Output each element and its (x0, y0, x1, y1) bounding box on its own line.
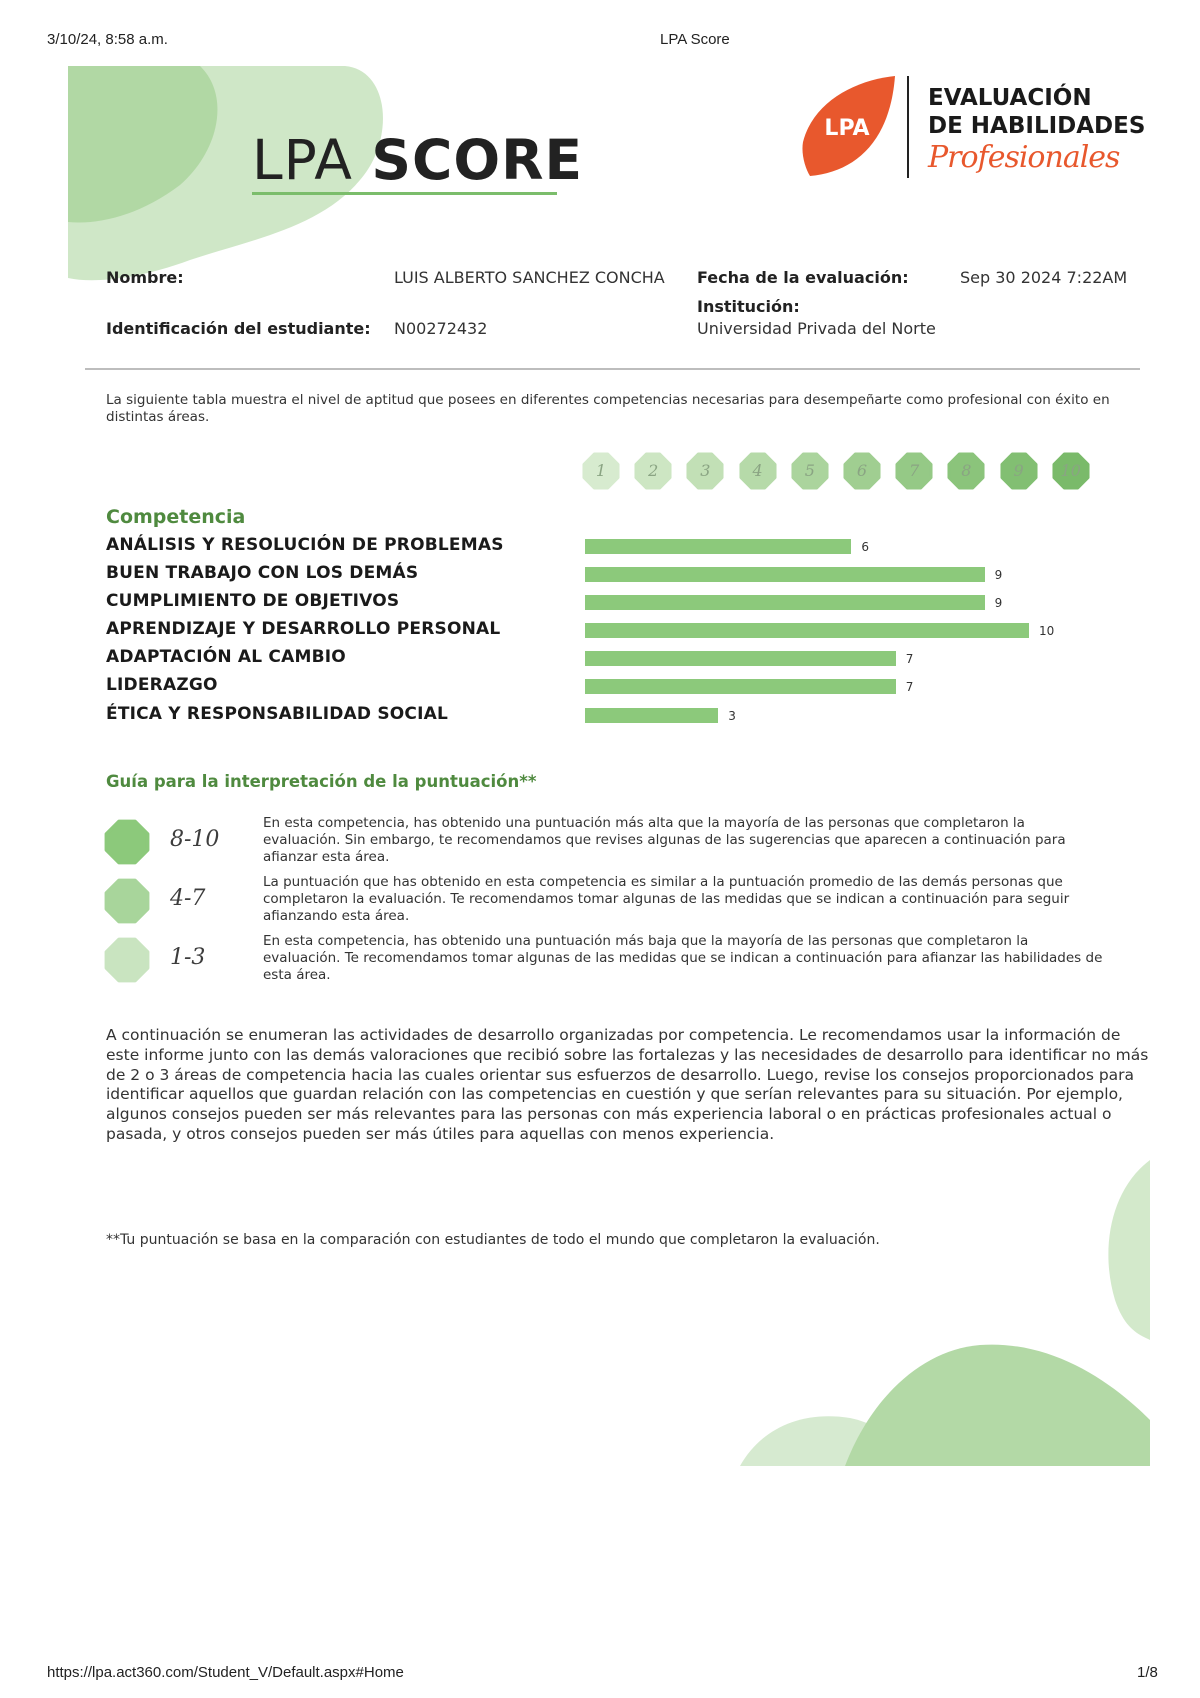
report-title-bold: SCORE (371, 128, 584, 192)
section-divider (85, 368, 1140, 370)
scale-level-4 (739, 452, 777, 490)
competency-bar (585, 623, 1029, 638)
scale-level-8 (947, 452, 985, 490)
competency-name: CUMPLIMIENTO DE OBJETIVOS (106, 591, 400, 611)
competency-bar (585, 708, 718, 723)
competency-bar (585, 651, 896, 666)
guide-level-shape (104, 878, 150, 924)
scale-level-label: 5 (804, 461, 815, 480)
name-value: LUIS ALBERTO SANCHEZ CONCHA (394, 268, 665, 287)
competency-name: BUEN TRABAJO CON LOS DEMÁS (106, 563, 419, 583)
print-page-title: LPA Score (660, 31, 730, 48)
scale-level-2 (634, 452, 672, 490)
scale-level-1 (582, 452, 620, 490)
competency-score-label: 9 (994, 568, 1003, 582)
date-value: Sep 30 2024 7:22AM (960, 268, 1128, 287)
competency-score-label: 9 (994, 596, 1003, 610)
competency-name: ADAPTACIÓN AL CAMBIO (106, 647, 346, 667)
scale-level-label: 6 (856, 461, 868, 480)
print-page-number: 1/8 (1137, 1664, 1158, 1681)
competency-name: ÉTICA Y RESPONSABILIDAD SOCIAL (106, 704, 449, 724)
scale-level-6 (843, 452, 881, 490)
scale-level-label: 4 (752, 461, 763, 480)
competency-score-label: 10 (1039, 624, 1055, 638)
competency-name: ANÁLISIS Y RESOLUCIÓN DE PROBLEMAS (106, 535, 504, 555)
scale-level-label: 9 (1013, 461, 1024, 480)
competency-bar (585, 567, 985, 582)
bottom-right-blob (845, 1345, 1150, 1466)
guide-description: En esta competencia, has obtenido una puntuación más alta que la mayoría de las personas que completaron la evaluación. Sin embargo, te recomendamos que revises algunas de las sugerencias que aparecen a continuación para afianzar esta área. (263, 815, 1066, 865)
competency-bar (585, 679, 896, 694)
name-label: Nombre: (106, 268, 184, 287)
guide-range: 8-10 (170, 827, 220, 852)
guide-level-shape (104, 819, 150, 865)
print-datetime: 3/10/24, 8:58 a.m. (47, 31, 168, 48)
scale-level-label: 1 (595, 461, 607, 480)
right-edge-blob (1108, 1160, 1150, 1340)
guide-heading: Guía para la interpretación de la puntuación** (106, 772, 537, 791)
title-underline (252, 192, 557, 195)
student-id-value: N00272432 (394, 319, 488, 338)
scale-level-label: 8 (961, 461, 972, 480)
print-url: https://lpa.act360.com/Student_V/Default.aspx#Home (47, 1664, 404, 1681)
scale-level-label: 2 (648, 461, 659, 480)
guide-description: La puntuación que has obtenido en esta competencia es similar a la puntuación promedio de las demás personas que completaron la evaluación. Te recomendamos tomar algunas de las medidas que se indican a continuación para seguir afianzando esta área. (263, 874, 1070, 924)
report-title (252, 128, 583, 192)
brand-line3: Profesionales (928, 140, 1120, 175)
competency-score-label: 3 (728, 709, 736, 723)
brand-line1: EVALUACIÓN (928, 85, 1092, 111)
competency-score-label: 7 (905, 680, 914, 694)
intro-text: La siguiente tabla muestra el nivel de aptitud que posees en diferentes competencias necesarias para desempeñarte como profesional con éxito en distintas áreas. (106, 392, 1110, 425)
guide-description: En esta competencia, has obtenido una puntuación más baja que la mayoría de las personas que completaron la evaluación. Te recomendamos tomar algunas de las medidas que se indican a continuación para afianzar las habilidades de esta área. (263, 933, 1103, 983)
scale-level-3 (686, 452, 724, 490)
lpa-leaf-logo (795, 72, 915, 187)
scale-level-9 (1000, 452, 1038, 490)
scale-level-label: 3 (700, 461, 711, 480)
lpa-badge-text: LPA (824, 116, 870, 141)
guide-level-shape (104, 937, 150, 983)
scale-level-7 (895, 452, 933, 490)
competency-score-label: 7 (905, 652, 914, 666)
scale-level-label: 10 (1060, 461, 1081, 480)
competency-name: APRENDIZAJE Y DESARROLLO PERSONAL (106, 619, 501, 639)
competency-bar (585, 539, 851, 554)
brand-line2: DE HABILIDADES (928, 113, 1146, 139)
report-title-light: LPA (252, 128, 372, 192)
student-id-label: Identificación del estudiante: (106, 319, 371, 338)
guide-range: 1-3 (170, 945, 206, 970)
scale-level-10 (1052, 452, 1090, 490)
competency-name: LIDERAZGO (106, 675, 218, 695)
competency-score-label: 6 (861, 540, 870, 554)
brand-name (928, 84, 1145, 140)
scale-level-5 (791, 452, 829, 490)
institution-label: Institución: (697, 297, 800, 316)
logo-divider (907, 76, 909, 178)
competency-bar (585, 595, 985, 610)
development-paragraph: A continuación se enumeran las actividades de desarrollo organizadas por competencia. Le recomendamos usar la información de este informe junto con las demás valoraciones que recibió sobre las fortalezas y las necesidades de desarrollo para identificar no más de 2 o 3 áreas de competencia hacia las cuales orientar sus esfuerzos de desarrollo. Luego, revise los consejos proporcionados para identificar aquellos que guardan relación con las competencias en cuestión y que serían relevantes para su situación. Por ejemplo, algunos consejos pueden ser más relevantes para las personas con más experiencia laboral o en prácticas profesionales actual o pasada, y otros consejos pueden ser más útiles para aquellas con menos experiencia. (106, 1026, 1149, 1143)
scale-level-label: 7 (909, 461, 920, 480)
guide-range: 4-7 (170, 886, 206, 911)
institution-value: Universidad Privada del Norte (697, 319, 936, 338)
date-label: Fecha de la evaluación: (697, 268, 909, 287)
competencies-heading: Competencia (106, 506, 246, 528)
footnote: **Tu puntuación se basa en la comparación con estudiantes de todo el mundo que completaron la evaluación. (106, 1232, 880, 1248)
